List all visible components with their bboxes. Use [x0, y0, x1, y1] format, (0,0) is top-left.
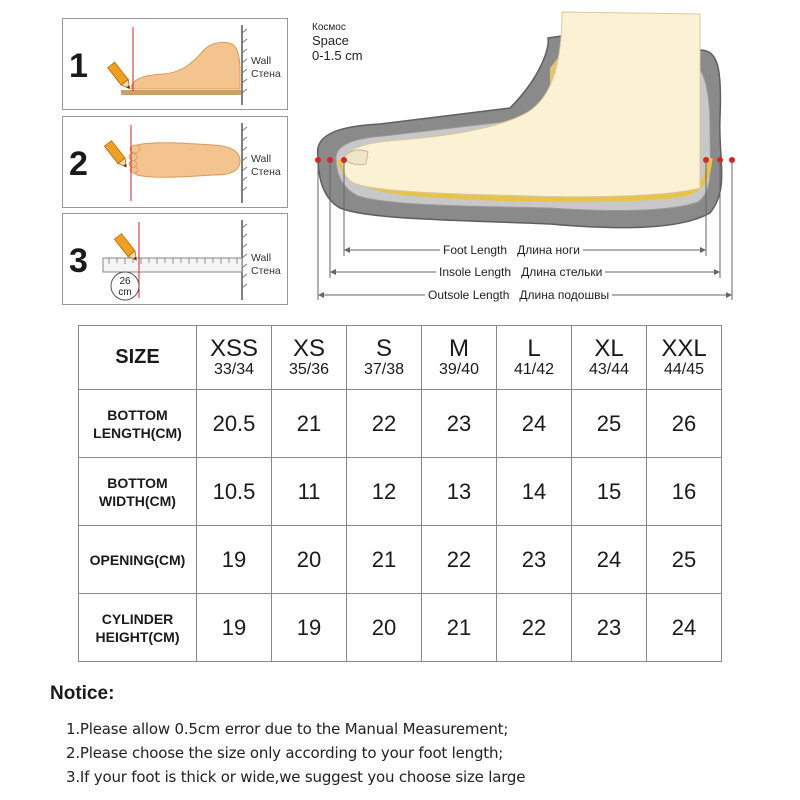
table-cell: 19	[272, 594, 347, 662]
table-cell: 20	[272, 526, 347, 594]
table-cell: 23	[422, 390, 497, 458]
foot-length-label	[440, 243, 583, 257]
step-number-2: 2	[69, 145, 88, 183]
table-cell: 19	[197, 594, 272, 662]
size-col-header: XXL 44/45	[647, 326, 722, 390]
measure-unit: cm	[118, 287, 132, 298]
table-row	[79, 526, 722, 594]
wall-label-ru: Стена	[251, 265, 281, 277]
outsole-length-ru: Длина подошвы	[519, 288, 610, 302]
outsole-length-en: Outsole Length	[428, 288, 510, 302]
space-label-en: Space	[312, 33, 349, 48]
table-header-row	[79, 326, 722, 390]
table-cell: 22	[422, 526, 497, 594]
shoe-cross-section-diagram	[300, 8, 740, 308]
table-cell: 13	[422, 458, 497, 526]
insole-length-label	[436, 265, 605, 279]
size-header: SIZE	[79, 326, 197, 390]
notice-line-1: 1.Please allow 0.5cm error due to the Manual Measurement;	[66, 720, 509, 738]
space-range: 0-1.5 cm	[312, 48, 363, 63]
table-cell: 21	[272, 390, 347, 458]
table-row	[79, 594, 722, 662]
table-row	[79, 458, 722, 526]
table-cell: 24	[497, 390, 572, 458]
wall-label-ru: Стена	[251, 166, 281, 178]
size-col-header: L 41/42	[497, 326, 572, 390]
notice-title: Notice:	[50, 683, 115, 704]
space-callout	[312, 22, 363, 63]
step-panel-1	[62, 18, 288, 110]
row-label: OPENING(CM)	[79, 526, 197, 594]
table-cell: 23	[497, 526, 572, 594]
step-panel-2	[62, 116, 288, 208]
row-label: CYLINDER HEIGHT(CM)	[79, 594, 197, 662]
outsole-length-label	[425, 288, 612, 302]
notice-line-3: 3.If your foot is thick or wide,we suggest you choose size large	[66, 768, 526, 786]
table-cell: 21	[422, 594, 497, 662]
table-cell: 14	[497, 458, 572, 526]
table-cell: 12	[347, 458, 422, 526]
table-cell: 26	[647, 390, 722, 458]
table-cell: 22	[347, 390, 422, 458]
table-cell: 11	[272, 458, 347, 526]
step-number-3: 3	[69, 242, 88, 280]
step-panel-3	[62, 213, 288, 305]
table-cell: 24	[647, 594, 722, 662]
foot-length-en: Foot Length	[443, 243, 508, 257]
wall-label-en: Wall	[251, 55, 272, 67]
wall-label-ru: Стена	[251, 68, 281, 80]
table-cell: 24	[572, 526, 647, 594]
row-label: BOTTOM WIDTH(CM)	[79, 458, 197, 526]
table-cell: 20.5	[197, 390, 272, 458]
table-cell: 21	[347, 526, 422, 594]
size-col-header: XS 35/36	[272, 326, 347, 390]
measure-value: 26	[119, 276, 131, 287]
size-col-header: M 39/40	[422, 326, 497, 390]
size-col-header: XL 43/44	[572, 326, 647, 390]
insole-length-en: Insole Length	[439, 265, 512, 279]
table-cell: 25	[647, 526, 722, 594]
table-cell: 16	[647, 458, 722, 526]
step-number-1: 1	[69, 47, 88, 85]
table-cell: 15	[572, 458, 647, 526]
table-cell: 19	[197, 526, 272, 594]
size-table	[78, 325, 722, 662]
size-col-header: XSS 33/34	[197, 326, 272, 390]
table-cell: 23	[572, 594, 647, 662]
wall-label-en: Wall	[251, 153, 272, 165]
table-cell: 10.5	[197, 458, 272, 526]
size-col-header: S 37/38	[347, 326, 422, 390]
table-cell: 20	[347, 594, 422, 662]
foot-length-ru: Длина ноги	[517, 243, 580, 257]
table-cell: 22	[497, 594, 572, 662]
notice-line-2: 2.Please choose the size only according to your foot length;	[66, 744, 504, 762]
table-row	[79, 390, 722, 458]
space-label-ru: Космос	[312, 22, 346, 33]
insole-length-ru: Длина стельки	[521, 265, 603, 279]
table-cell: 25	[572, 390, 647, 458]
row-label: BOTTOM LENGTH(CM)	[79, 390, 197, 458]
wall-label-en: Wall	[251, 252, 272, 264]
